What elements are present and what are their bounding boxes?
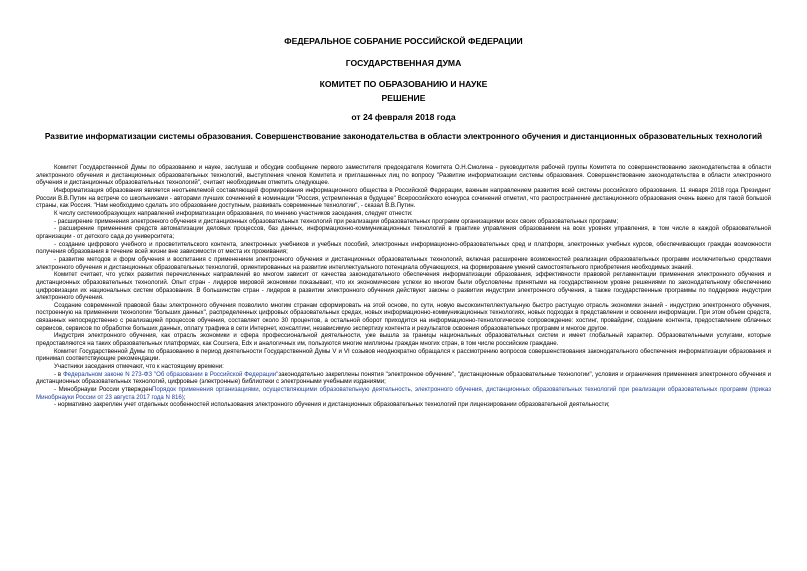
committee-history-paragraph: Комитет Государственной Думы по образованию в период деятельности Государственной Думы V и VI созывов неоднократно обращался к рассмотрению вопросов совершенствования законодательного обеспечения информатизации образования и принимал соответствующие рекомендации.	[36, 347, 771, 363]
parliament-heading: ФЕДЕРАЛЬНОЕ СОБРАНИЕ РОССИЙСКОЙ ФЕДЕРАЦИИ	[284, 36, 523, 46]
list-item	[36, 386, 771, 401]
decision-subject: Развитие информатизации системы образования. Совершенствование законодательства в области электронного обучения и дистанционных образовательных технологий	[44, 131, 763, 141]
industry-paragraph: Индустрия электронного обучения, как отрасль экономики и сфера профессиональной деятельности, уже вышла за границы национальных образовательных систем и имеет глобальный характер. Образовательными услугами, которые предоставляются на таких образовательных платформах, как Coursera, Edx и аналогичных им, пользуются многие миллионы граждан многих стран, в том числе российские граждане.	[36, 332, 771, 348]
list-item: - создание цифрового учебного и просветительского контента, электронных учебников и учебных пособий, электронных информационно-образовательных сред и платформ, электронных учебных курсов, обеспечивающих граждан возможности получения образования в течение всей жизни вне зависимости от места их проживания;	[36, 240, 771, 256]
duma-heading: ГОСУДАРСТВЕННАЯ ДУМА	[345, 58, 462, 68]
participants-paragraph: Участники заседания отмечают, что к настоящему времени:	[54, 363, 224, 371]
decision-date: от 24 февраля 2018 года	[351, 112, 456, 122]
decision-heading: РЕШЕНИЕ	[381, 93, 426, 103]
law-item-prefix: - в	[54, 370, 64, 378]
law-item-text: законодательно закреплены понятия "электронное обучение", "дистанционные образовательные технологии", условия и ограничения применения электронного обучения и дистанционных образовательных технологий, цифровые (электронные) библиотеки с электронными учебными изданиями;	[36, 370, 772, 386]
committee-opinion-paragraph: Комитет считает, что успех развития перечисленных направлений во многом зависит от качества законодательного обеспечения информатизации образования, эффективности правовой регламентации применения электронного обучения и дистанционных образовательных технологий. Опыт стран - лидеров мировой экономики показывает, что их экономические успехи во многом были обусловлены принятыми на государственном уровне решениями по законодательному обеспечению цифровизации их национальных систем образования. В большинстве стран - лидеров в развитии электронного обучения действуют законы о развитии индустрии электронного обучения, а также государственные программы по поддержке индустрии электронного обучения.	[36, 271, 771, 302]
list-item: - нормативно закреплен учет отдельных особенностей использования электронного обучения и дистанционных образовательных технологий при лицензировании образовательной деятельности;	[54, 401, 610, 409]
committee-heading: КОМИТЕТ ПО ОБРАЗОВАНИЮ И НАУКЕ	[319, 79, 488, 89]
intro-paragraph: Комитет Государственной Думы по образованию и науке, заслушав и обсудив сообщение первого заместителя председателя Комитета О.Н.Смолина - руководителя рабочей группы Комитета по совершенствованию законодательства в области электронного обучения и дистанционных образовательных технологий, выступления членов Комитета и приглашенных лиц по вопросу "Развитие информатизации системы образования. Совершенствование законодательства в области электронного обучения и дистанционных образовательных технологий", считает необходимым отметить следующее.	[36, 164, 771, 187]
order-item-prefix: - Минобрнауки России утвержден	[54, 386, 152, 394]
order-item-text: ;	[183, 393, 186, 401]
legal-base-paragraph: Создание современной правовой базы электронного обучения позволило многим странам сформировать на этой основе, по сути, новую высокоинтеллектуальную быстро растущую отрасль экономики знаний - индустрию электронного обучения, построенную на применении технологии "больших данных", распределенных цифровых образовательных средах, новых информационно-коммуникационных технологиях, новых подходах в представлении и освоении информации. При этом объем средств, связанных непосредственно с реализацией процессов обучения, составляет около 30 процентов, а остальной оборот приходится на информационно-технологическое сопровождение: хостинг, провайдинг, создание контента, предоставление облачных сервисов, сервисов по обработке больших данных, оплату трафика в сети Интернет, консалтинг, независимую экспертизу контента и результатов освоения образовательных программ и многое другое.	[36, 301, 771, 332]
education-law-link[interactable]: Федеральном законе N 273-ФЗ "Об образовании в Российской Федерации"	[63, 370, 279, 378]
list-item: - развитие методов и форм обучения и воспитания с применением электронного обучения и дистанционных образовательных технологий, включая расширение возможностей реализации образовательных программ исключительно средствами электронного обучения и дистанционных образовательных технологий, ориентированных на развитие интеллектуального потенциала обучающихся, на формирование умений самостоятельного приобретения необходимых знаний.	[36, 255, 771, 271]
list-item	[36, 371, 771, 386]
list-item: - расширение применения электронного обучения и дистанционных образовательных технологий при реализации образовательных программ организациями всех своих образовательных программ;	[54, 217, 619, 225]
list-item: - расширение применения средств автоматизации деловых процессов, баз данных, информационно-коммуникационных технологий в практике управления образованием на всех уровнях управления, в том числе в каждой образовательной организации - от детского сада до университета;	[36, 225, 771, 240]
informatization-paragraph: Информатизация образования является неотъемлемой составляющей формирования информационного общества в Российской Федерации, важным направлением развития всей системы российского образования. 11 января 2018 года Президент России В.В.Путин на встрече со школьниками - авторами лучших сочинений в номинации "Россия, устремленная в будущее" Всероссийского конкурса сочинений отметил, что распространение дистанционного образования очень важно для такой большой страны, как Россия. "Нам необходимо сделать это образование доступным, развивать современные технологии", - сказал В.В.Путин.	[36, 186, 771, 210]
ministry-order-link[interactable]: Порядок применения организациями, осуществляющими образовательную деятельность, электронного обучения, дистанционных образовательных технологий при реализации образовательных программ (приказ Минобрнауки России от 23 августа 2017 года N 816)	[36, 386, 771, 401]
directions-paragraph: К числу системообразующих направлений информатизации образования, по мнению участников заседания, следует отнести:	[54, 209, 413, 217]
decision-body	[36, 164, 771, 409]
